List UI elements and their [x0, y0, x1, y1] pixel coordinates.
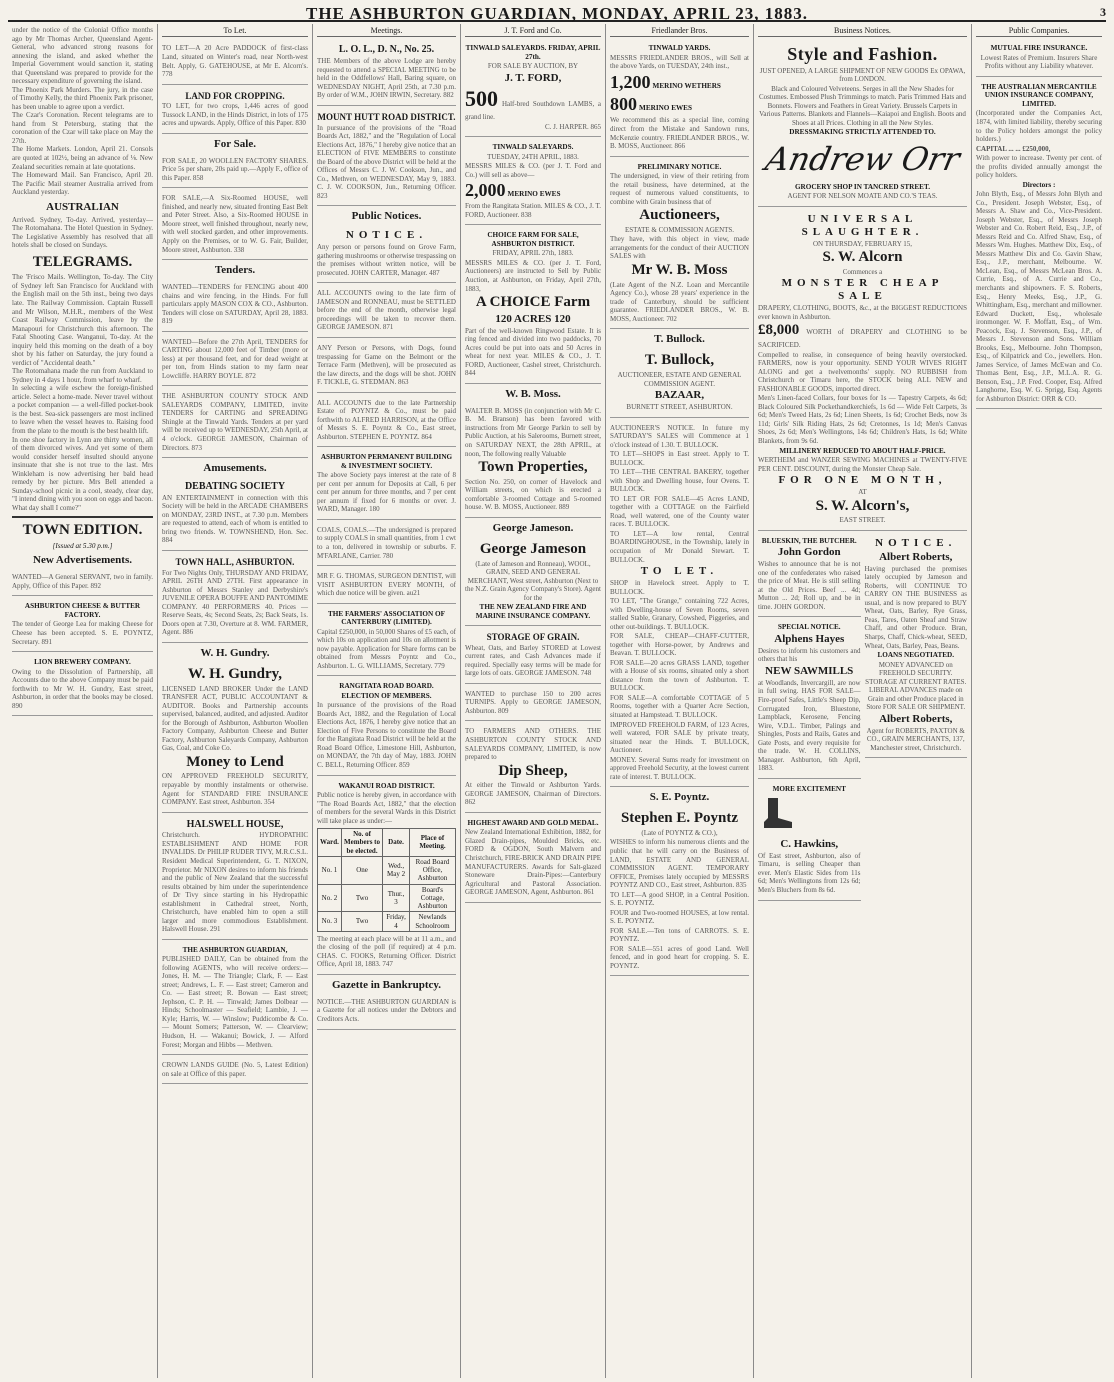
guardian-title: THE ASHBURTON GUARDIAN, — [182, 945, 288, 954]
special-notice: SPECIAL NOTICE. — [777, 623, 841, 632]
public-notices-heading: Public Notices. — [351, 210, 422, 223]
table-cell: Two — [341, 884, 382, 912]
hawkins-ad: MORE EXCITEMENT C. Hawkins, Of East street, Ashburton, also of Timaru, is selling Cheaper than ever. Men's Elastic Sides from 11s 6d; Men's Wellingtons from 12s 6d; Men's Bluchers from 8s 6d. — [758, 781, 861, 901]
page-columns — [8, 24, 1106, 1378]
australian-heading: AUSTRALIAN — [46, 200, 119, 213]
eight-thousand: £8,000 — [758, 322, 800, 339]
qty-500: 500 — [465, 85, 498, 111]
sub-column-right — [865, 533, 968, 903]
hayes-name: Alphens Hayes — [774, 632, 845, 645]
wakanui-header-cell: Ward. — [318, 829, 342, 857]
bazaar: BAZAAR, — [654, 389, 705, 402]
notice-title: NOTICE. — [345, 229, 428, 242]
farmers-assoc-title: THE FARMERS' ASSOCIATION OF CANTERBURY (LIMITED). — [328, 609, 445, 627]
town-hall-ad: TOWN HALL, ASHBURTON. For Two Nights Only, THURSDAY AND FRIDAY, APRIL 26TH AND 27TH. First appearance in Ashburton of Messrs Stanley and Derbyshire's JUVENILE OPERA BOUFFE AND PANTOMIME COMPANY. 40 PERFORMERS 40. Prices — Reserve Seats, 4s; Second Seats, 2s; Back Seats, 1s. Doors open at 7.30, Overture at 8. WM. FARMER, Agent. 886 — [162, 553, 308, 643]
building-society-ad: ASHBURTON PERMANENT BUILDING & INVESTMENT SOCIETY. The above Society pays interest at the rate of 8 per cent per annum for Deposits at Call, 6 per cent per annum for three months, and 7 per cent per annum if fixed for 6 months or over. J. WARD, Manager. 180 — [317, 449, 456, 520]
new-sawmills: NEW SAWMILLS — [765, 664, 854, 677]
telegrams-heading: TELEGRAMS. — [32, 253, 133, 270]
accounts-notice: ALL ACCOUNTS owing to the late firm of JAMESON and RONNEAU, must be SETTLED before the end of the month, otherwise legal proceedings will be taken to recover them. GEORGE JAMESON. 871 — [317, 285, 456, 338]
debating-ad: DEBATING SOCIETY AN ENTERTAINMENT in connection with this Society will be held in the ARCADE CHAMBERS on MONDAY, 23RD INST., at 7.30 p.m. Members are requested to attend, each of whom is entitled to bring two friends. W. TOWNSHEND, Hon. Sec. 884 — [162, 477, 308, 551]
wakanui-title: WAKANUI ROAD DISTRICT. — [338, 781, 435, 790]
column-7 — [972, 24, 1106, 1378]
table-cell: Wed., May 2 — [383, 856, 410, 884]
column-7-header: Public Companies. — [976, 26, 1102, 37]
table-cell: Board's Cottage, Ashburton — [409, 884, 455, 912]
gazette-heading: Gazette in Bankruptcy. — [331, 978, 442, 991]
poyntz-heading: S. E. Poyntz. — [649, 791, 710, 804]
lion-brewery-title: LION BREWERY COMPANY. — [34, 658, 131, 667]
newspaper-title: THE ASHBURTON GUARDIAN, MONDAY, APRIL 23, 1883. — [305, 4, 808, 23]
for-sale-heading: For Sale. — [214, 137, 256, 150]
gundry-ad: W. H. Gundry, LICENSED LAND BROKER Under the LAND TRANSFER ACT, PUBLIC ACCOUNTANT & AUDITOR. Books and Partnership accounts supervised, balanced, audited, and adjusted. Auditor for the Borough of Ashburton, Ashburton Woollen Factory Company, Ashburton Cheese and Butter Factory, Ashburton Saleyards Company, Ashburton Gas, Coal, and Coke Co. Money to Lend ON APPROVED FREEHOLD SECURITY, repayable by monthly instalments or otherwise. Agent for STANDARD FIRE INSURANCE COMPANY. East street, Ashburton. 354 — [162, 662, 308, 813]
choice-farm: A CHOICE Farm — [475, 294, 591, 311]
roberts-ad: NOTICE. Albert Roberts, Having purchased the premises lately occupied by Jameson and Roberts, will CONTINUE TO CARRY ON THE BUSINESS as usual, and is now prepared to BUY Wheat, Oats, Barley, Rye Grass, Peas, Tares, Oaten Sheaf and Straw Chaff, and other Produce. Bran, Sharps, Chaff, Chick-wheat, SEED, Wheat, Oats, Barley, Peas, Beans. LOANS NEGOTIATED. MONEY ADVANCED on FREEHOLD SECURITY. STORAGE AT CURRENT RATES. LIBERAL ADVANCES made on Grain and other Produce placed in Store FOR SALE OR SHIPMENT. Albert Roberts, Agent for ROBERTS, PAXTON & CO., GRAIN MERCHANTS, 137, Manchester street, Christchurch. — [865, 533, 968, 758]
sub-column-left — [758, 533, 861, 903]
highest-award: HIGHEST AWARD AND GOLD MEDAL. — [467, 818, 599, 827]
table-row — [318, 884, 456, 912]
lion-brewery-ad: LION BREWERY COMPANY. Owing to the Dissolution of Partnership, all Accounts due to the above Company must be paid forthwith to Mr W. H. Gundry, East street, Ashburton, in order that the books may be closed. 890 — [12, 654, 153, 716]
hayes-ad: SPECIAL NOTICE. Alphens Hayes Desires to inform his customers and others that his NEW SAWMILLS at Woodlands, Invercargill, are now in full swing. HAS FOR SALE—Fire-proof Safes, Little's Sheep Dip, Corrugated Iron, Bluestone, Lampblack, Kerosene, Fencing Wire, V.D.L. Timber, Palings and Shingles, Posts and Rails, Gates and Gate Posts, and every requisite for the trade. W. H. COLLINS, Manager. Ashburton, 6th April, 1883. — [758, 619, 861, 778]
tinwald-saleyards-4: TINWALD SALEYARDS. — [492, 143, 574, 152]
table-cell: No. 3 — [318, 912, 342, 932]
paddock-ad: TO LET—A 20 Acre PADDOCK of first-class Land, situated on Winter's road, near North-west Belt. Apply, G. GATEHOUSE, at Mr E. Alcorn's. 778 — [162, 40, 308, 84]
page-number: 3 — [1100, 5, 1106, 19]
masthead — [8, 4, 1106, 22]
alcorn-corner: S. W. Alcorn's, — [815, 497, 910, 514]
coals-ad: COALS, COALS.—The undersigned is prepared to supply COALS in small quantities, from 1 cwt to a ton, delivered in township or suburbs. F. M'FARLANE, Carrier. 780 — [317, 522, 456, 566]
bluesklin-title: BLUESKIN, THE BUTCHER. — [761, 536, 857, 545]
column-1: under the notice of the Colonial Office months ago by Mr Thomas Archer, Queensland Agent-General, who advanced strong reasons for annexing the island, and asked whether the Imperial Government would sanction it, stating that Queensland was prepared to provide for the necessary expenditure of governing the island. The Phoenix Park Murders. The jury, in the case of Timothy Kelly, the third Phoenix Park prisoner, has been unable to agree upon a verdict. The Czar's Coronation. Recent telegrams are to hand from St Petersburg, stating that the coronation of the Czar will take place on May the 27th. The Home Markets. London, April 21. Consols are quoted at 102½, being an advance of ⅛. New Zealand securities remain at late quotations. The Homeward Mail. San Francisco, April 20. The Pacific Mail steamer Australia arrived from Auckland yesterday. AUSTRALIAN Arrived. Sydney, To-day. Arrived, yesterday—The Rotomahana. The Hotel Question in Sydney. The Legislative Assembly has resolved that all hotels shall be closed on Sundays. TELEGRAMS. The 'Frisco Mails. Wellington, To-day. The City of Sydney left San Francisco for Auckland with the English mail on the 5th inst., being two days late. The Railway Commission. Captain Russell and Mr Wilson, M.H.R., members of the West Coast Railway Commission, leave by the Manapouri for Christchurch this afternoon. The Fatal Shooting Case. Wanganui, To-day. At the inquiry held this morning on the death of a boy shot by his father on Saturday, the jury found a verdict of "Accidental death." The Rotomahana made the run from Auckland to Sydney in 4 days 1 hour, from wharf to wharf. In selecting a wife eschew the foreign-finished article. Select a home-made. Never travel without a pocket companion — a well-filled pocket-book is the best. Sea-sick passengers are most inclined to leave when the vessel heaves to. Raising food from the plate to the mouth is the best health lift. In one shoe factory in Lynn are thirty women, all of them divorced wives. And yet some of them would consider herself insulted should anyone insinuate that she is not true to the last. Mrs Winkleham is now advertising her bald head remedy by her picture. Mrs Bell attended a Sunday-school picnic in a cool, steady, clear day, "I intend dining with you soon on eggs and bacon. What day shall I come?" TOWN EDITION. [Issued at 5.30 p.m.] New Advertisements. WANTED—A General SERVANT, two in family. Apply, Office of this Paper. 892 ASHBURTON CHEESE & BUTTER FACTORY. The tender of George Lea for making Cheese for Cheese has been accepted. S. E. POYNTZ, Secretary. 891 LION BREWERY COMPANY. Owing to the Dissolution of Partnership, all Accounts due to the above Company must be paid forthwith to Mr W. H. Gundry, East street, Ashburton, in order that the books may be closed. 890 — [8, 24, 158, 1378]
for-one-month: FOR ONE MONTH, — [778, 474, 947, 487]
wakanui-header-cell: No. of Members to be elected. — [341, 829, 382, 857]
trespass-notice: NOTICE. Any person or persons found on Grove Farm, gathering mushrooms or otherwise trespassing on the premises without written notice, will be prosecuted. JOHN CARTER, Manager. 487 — [317, 225, 456, 283]
farmers-assoc-ad: THE FARMERS' ASSOCIATION OF CANTERBURY (LIMITED). Capital £250,000, in 50,000 Shares of £5 each, of which 10s on application and 10s on allotment is now payable. Application for Share forms can be obtained from Messrs Poyntz and Co., Ashburton. L. G. WILLIAMS, Secretary. 779 — [317, 606, 456, 677]
gordon-name: John Gordon — [777, 546, 841, 559]
ford-lambs-ad: TINWALD SALEYARDS. FRIDAY, APRIL 27th. FOR SALE BY AUCTION, BY J. T. FORD, 500 Half-bred Southdown LAMBS, a grand line. C. J. HARPER. 865 — [465, 40, 601, 137]
gundry-name: W. H. Gundry, — [187, 665, 283, 682]
cheese-factory-ad: ASHBURTON CHEESE & BUTTER FACTORY. The tender of George Lea for making Cheese for Cheese has been accepted. S. E. POYNTZ, Secretary. 891 — [12, 598, 153, 652]
acres-120: 120 ACRES 120 — [495, 312, 571, 325]
jameson-ad: George Jameson (Late of Jameson and Ronneau), WOOL, GRAIN, SEED AND GENERAL MERCHANT, West street, Ashburton (Next to the N.Z. Grain Agency Company's Store). Agent for the THE NEW ZEALAND FIRE AND MARINE INSURANCE COMPANY. — [465, 537, 601, 626]
qty-800: 800 — [610, 94, 637, 115]
column-3-header: Meetings. — [317, 26, 456, 37]
mr-moss: Mr W. B. Moss — [631, 262, 728, 278]
friedlander-sale-ad: TINWALD YARDS. MESSRS FRIEDLANDER BROS., will Sell at the above Yards, on TUESDAY, 24th inst., 1,200 MERINO WETHERS 800 MERINO EWES We recommend this as a special line, coming direct from the Mistake and Sandown runs, McKenzie country. FRIEDLANDER BROS., W. B. MOSS, Auctioneer. 866 — [610, 40, 749, 156]
column-2-header: To Let. — [162, 26, 308, 37]
amusements-heading: Amusements. — [203, 462, 267, 475]
auctioneers: Auctioneers, — [639, 207, 720, 224]
more-excitement: MORE EXCITEMENT — [772, 784, 846, 793]
poyntz-name: Stephen E. Poyntz — [620, 810, 739, 827]
column-4 — [461, 24, 606, 1378]
alcorn-name: S. W. Alcorn — [822, 249, 903, 266]
signature-graphic: Andrew Orr — [762, 139, 964, 178]
column-6-header: Business Notices. — [758, 26, 967, 37]
to-let-title: TO LET. — [640, 565, 719, 578]
town-properties-ad: WALTER B. MOSS (in conjunction with Mr C. B. M. Branson) has been favored with instructions from Mr George Parkin to sell by Public Auction, at his Salerooms, Burnett street, on SATURDAY NEXT, the 28th APRIL, at noon, The following really Valuable Town Properties, Section No. 250, on corner of Havelock and William streets, on which is erected a comfortable 3-roomed Cottage and 5-roomed house. W. B. MOSS, Auctioneer. 889 — [465, 403, 601, 518]
table-cell: Newlands Schoolroom — [409, 912, 455, 932]
column-6 — [754, 24, 972, 1378]
money-to-lend: Money to Lend — [186, 753, 284, 770]
rangitata-title: RANGITATA ROAD BOARD. — [339, 682, 434, 691]
style-fashion-ad: Style and Fashion. JUST OPENED, A LARGE SHIPMENT OF NEW GOODS Ex OPAWA, from LONDON. Black and Coloured Velveteens. Serges in all the New Shades for Costumes. Embossed Plush Trimmings to match. Paris Trimmed Hats and Bonnets. Flowers and Feathers in Great Variety. Brussels Carpets in Various Patterns. Blankets and Flannels—Kaiapoi and English. Boots and Shoes at all Prices. Clothing in all the New Styles. DRESSMAKING STRICTLY ATTENDED TO. Andrew Orr GROCERY SHOP IN TANCRED STREET. AGENT FOR NELSON MOATE AND CO.'S TEAS. — [758, 40, 967, 206]
table-row — [318, 856, 456, 884]
shooting-notice: ANY Person or Persons, with Dogs, found trespassing for Game on the Belmont or the Terrace Farm (Methven), will be prosecuted as the law directs, and the dogs will be shot. JOHN F. TICKLE, G. STEDMAN. 863 — [317, 340, 456, 393]
qty-1200: 1,200 — [610, 71, 651, 92]
bullock-lets-ad: AUCTIONEER'S NOTICE. In future my SATURDAY'S SALES will Commence at 1 o'clock instead of 1.30. T. BULLOCK. TO LET—SHOPS in East street. Apply to T. BULLOCK. TO LET—THE CENTRAL BAKERY, together with Shop and Dwelling house, four Ovens. T. BULLOCK. TO LET OR FOR SALE—45 Acres LAND, together with a COTTAGE on the Fairfield Road, well watered, one of the County water races. T. BULLOCK. TO LET—A low rental, Central BOARDINGHOUSE, in the Township, lately in occupation of Mr Donald Stewart. T. BULLOCK. TO LET. SHOP in Havelock street. Apply to T. BULLOCK. TO LET, "The Grange," containing 722 Acres, with Dwelling-house of Seven Rooms, seven stalled Stable, Granary, Cowshed, Piggeries, and other out-buildings. T. BULLOCK. FOR SALE, CHEAP—CHAFF-CUTTER, together with Horse-power, by Andrews and Beavan. T. BULLOCK. FOR SALE—20 acres GRASS LAND, together with a House of six rooms, situated only a short distance from the town of Ashburton. T. BULLOCK. FOR SALE—A comfortable COTTAGE of 5 Rooms, together with a Quarter Acre Section, situated at Hampstead. T. BULLOCK. IMPROVED FREEHOLD FARM, of 123 Acres, well watered, FOR SALE by private treaty, situated near the Hinds. T. BULLOCK, Auctioneer. MONEY. Several Sums ready for investment on approved Freehold Security, at the lowest current rate of interest. T. BULLOCK. — [610, 420, 749, 788]
town-edition-heading: TOWN EDITION. — [22, 522, 143, 539]
two-sub-columns — [758, 533, 967, 903]
merino-ewes-4: MERINO EWES — [507, 190, 561, 199]
grocery-shop: GROCERY SHOP IN TANCRED STREET. — [794, 182, 931, 191]
crown-lands-ad: CROWN LANDS GUIDE (No. 5, Latest Edition) on sale at Office of this paper. — [162, 1057, 308, 1084]
style-fashion-title: Style and Fashion. — [787, 44, 938, 65]
mercantile-ad: THE AUSTRALIAN MERCANTILE UNION INSURANCE COMPANY, LIMITED. (Incorporated under the Companies Act, 1874, with limited liability, thereby securing to the Policy holders amongst the policy holders.) CAPITAL ... ... £250,000, With power to increase. Twenty per cent. of the profits divided annually amongst the policy holders. Directors : John Blyth, Esq., of Messrs John Blyth and Co., President. Joseph Webster, Esq., of Messrs A. Shaw and Co., Vice-President. Joseph Webster, Esq., of Messrs Joseph Webster and Co. Robert Reid, Esq., J.P., of Messrs Reid and Co. Alfred Shaw, Esq., of Messrs Wm. Hughes. Matthew Dix, Esq., of Messrs Matthew Dix and Co. Gavin Shaw, Esq., J.P., merchant, Melbourne. W. McLean, Esq., of Messrs McLean Bros. A. Currie, Esq., of A. Currie and Co., merchants and shipowners. F. S. Roberts, Esq., Henry Meeks, Esq., J.P., G. Whittingham, Esq., merchant and millowner. Edward Duckett, Esq., wholesale ironmonger. W. F. Moffatt, Esq., of Wm. Peacock, Esq. J. Stevenson, Esq., J.P., of Messrs J. Stevenson and Sons. William Brooks, Esq., Melbourne. John Thompson, Esq., of Kilpatrick and Co., jewellers. Hon. James Service, of James McEwan and Co. Thomas Bent, Esq., J.P., M.L.A. R. G. Benson, Esq., J.P. Fred. Cooper, Esq. Alfred Langhorne, Esq. W. G. Sprigg, Esq. Agents for Ashburton District: ORR & CO. — [976, 79, 1102, 409]
jameson-heading: George Jameson. — [492, 521, 574, 534]
halswell-title: HALSWELL HOUSE, — [186, 818, 284, 830]
house-sale-ad: FOR SALE,—A Six-Roomed HOUSE, well finished, and nearly new, situated fronting East Belt and Peter Street. Also, a Six-Roomed HOUSE in Moore street, well finished throughout, nearly new, with well stocked garden, and other improvements. Apply on the Premises, or to W. G. Fair, Builder, Moore street, Ashburton. 338 — [162, 190, 308, 260]
prelim-title: PRELIMINARY NOTICE. — [637, 162, 722, 171]
miles-ewes-ad: TINWALD SALEYARDS. TUESDAY, 24TH APRIL, 1883. MESSRS MILES & CO. (per J. T. Ford and Co.) will sell as above— 2,000 MERINO EWES From the Rangitata Station. MILES & CO., J. T. FORD, Auctioneer. 838 — [465, 139, 601, 225]
moss-heading: W. B. Moss. — [505, 387, 561, 400]
column-5 — [606, 24, 754, 1378]
poyntz-estate-notice: ALL ACCOUNTS due to the late Partnership Estate of POYNTZ & Co., must be paid forthwith to ALFRED HARRISON, at the Office of Messrs S. E. Poyntz & Co., East street, Ashburton. STEPHEN E. POYNTZ. 864 — [317, 395, 456, 448]
bullock-name: T. Bullock, — [644, 352, 715, 369]
surgeon-dentist-ad: MR F. G. THOMAS, SURGEON DENTIST, will VISIT ASHBURTON EVERY MONTH, of which due notice will be given. au21 — [317, 568, 456, 604]
cropping-ad: LAND FOR CROPPING. TO LET, for two crops, 1,446 acres of good Tussock LAND, in the Hinds District, in lots of 175 acres and upwards. Apply, Office of this Paper. 830 — [162, 87, 308, 134]
choice-farm-ad: CHOICE FARM FOR SALE, ASHBURTON DISTRICT. FRIDAY, APRIL 27th, 1883. MESSRS MILES & CO. (per J. T. Ford, Auctioneers) are instructed to Sell by Public Auction, at Ashburton, on Friday, April 27th, 1883, A CHOICE Farm 120 ACRES 120 Part of the well-known Ringwood Estate. It is ring fenced and divided into two paddocks, 70 Acres could be put into oats and 50 Acres in wheat for next year. MILES & CO., J. T. FORD, Auctioneer, Cashel street, Christchurch. 844 — [465, 227, 601, 383]
table-cell: One — [341, 856, 382, 884]
mercantile-title: THE AUSTRALIAN MERCANTILE UNION INSURANCE COMPANY, LIMITED. — [981, 82, 1097, 108]
guardian-agents-ad: THE ASHBURTON GUARDIAN, PUBLISHED DAILY, Can be obtained from the following AGENTS, who will receive orders:— Jones, H. M. — The Triangle; Clark, F. — East street; Andrews, L. F. — East street; Cameron and Co. — East street; R. Bowan — East street; Jephson, C. P. H. — Tinwald; James Dolbear — Hinds; Schoolmaster — Seafield; Lambie, J. — Kyle; Harris, W. — Winslow; Puddicombe & Co. — Mount Somers; Patterson, W. — Clearview; Hudson, H. — Wakanui; Bowick, J. — Alford Forest; Morgan and Hibbs — Methven. — [162, 942, 308, 1055]
bullock-ad: T. Bullock, AUCTIONEER, ESTATE AND GENERAL COMMISSION AGENT. BAZAAR, BURNETT STREET, ASHBURTON. — [610, 348, 749, 417]
bullock-heading: T. Bullock. — [654, 333, 705, 346]
cheese-factory-title: ASHBURTON CHEESE & BUTTER FACTORY. — [24, 602, 141, 619]
table-cell: Two — [341, 912, 382, 932]
capital: CAPITAL ... ... £250,000, — [976, 144, 1051, 153]
table-cell: Friday, 4 — [383, 912, 410, 932]
storage-title: STORAGE OF GRAIN. — [486, 632, 580, 643]
column-4-header: J. T. Ford and Co. — [465, 26, 601, 37]
tea-agent: AGENT FOR NELSON MOATE AND CO.'S TEAS. — [787, 192, 938, 201]
new-advertisements-heading: New Advertisements. — [33, 554, 132, 567]
alcorn-sale-ad: UNIVERSAL SLAUGHTER. ON THURSDAY, FEBRUARY 15, S. W. Alcorn Commences a MONSTER CHEAP SALE DRAPERY, CLOTHING, BOOTS, &c., at the BIGGEST REDUCTIONS ever known in Ashburton. £8,000 WORTH of DRAPERY and CLOTHING to be SACRIFICED. Compelled to realise, in consequence of being heavily overstocked. FARMERS, now is your opportunity. SEND YOUR WIVES RIGHT ALONG and get a twelvemonths' supply. NO RUBBISH from Christchurch or Timaru here, the STOCK being ALL NEW and FASHIONABLE GOODS, imported direct. Men's Linen-faced Collars, four boxes for 1s — Tapestry Carpets, 4s 6d; Black Coloured Silk Pockethandkerchiefs, 1s 6d — Wide Felt Carpets, 3s 6d; Men's Tweed Hats, 2s 6d; Linen Sheets, 1s 6d; Crochet Beds, now 3s 11d; Girls' Silk Riding Hats, 2s 6d; Cretonnes, 1s 1d; Men's Canvas Shoes, 2s 6d; Men's Wellingtons, 14s 6d; Children's Hats, 1s 6d; White Blankets, from 9s 6d. MILLINERY REDUCED TO ABOUT HALF-PRICE. WERTHEIM and WANZER SEWING MACHINES at TWENTY-FIVE PER CENT. DISCOUNT, during the Monster Cheap Sale. FOR ONE MONTH, AT S. W. Alcorn's, EAST STREET. — [758, 209, 967, 531]
dip-sheep: Dip Sheep, — [498, 762, 568, 779]
table-cell: No. 1 — [318, 856, 342, 884]
directors-heading: Directors : — [1022, 180, 1056, 189]
fencing-tender-ad: WANTED—TENDERS for FENCING about 400 chains and wire fencing, in the Hinds. For full particulars apply MASON COX & CO., Ashburton. Tenders will close on SATURDAY, April 28, 1883. 819 — [162, 279, 308, 332]
storage-ad: STORAGE OF GRAIN. Wheat, Oats, and Barley STORED at Lowest current rates, and Cash Advances made if required. Specially easy terms will be made for large lots of oats. GEORGE JAMESON. 748 — [465, 628, 601, 684]
wakanui-header-cell: Date. — [383, 829, 410, 857]
shares-ad: FOR SALE, 20 WOOLLEN FACTORY SHARES. Price 5s per share, 20s paid up.—Apply F., office of this Paper. 858 — [162, 153, 308, 189]
servant-wanted-ad: WANTED—A General SERVANT, two in family. Apply, Office of this Paper. 892 — [12, 569, 153, 596]
roberts-notice: NOTICE. — [875, 536, 957, 549]
universal-slaughter: UNIVERSAL SLAUGHTER. — [801, 212, 924, 238]
loans-negotiated: LOANS NEGOTIATED. — [877, 651, 955, 660]
ford-name: J. T. FORD, — [504, 71, 562, 84]
roberts-name: Albert Roberts, — [879, 550, 953, 563]
table-cell: No. 2 — [318, 884, 342, 912]
saleyards-tender-ad: THE ASHBURTON COUNTY STOCK AND SALEYARDS COMPANY, LIMITED, invite TENDERS for CARTING and SPREADING Shingle at the Tinwald Yards. Tenders at per yard will be received up to WEDNESDAY, 25th April, at 4 o'clock. GEORGE JAMESON, Chairman of Directors. 873 — [162, 388, 308, 458]
mutual-fire-ad: MUTUAL FIRE INSURANCE. Lowest Rates of Premium. Insurers Share Profits without any Liability whatever. — [976, 40, 1102, 77]
butcher-ad: BLUESKIN, THE BUTCHER. John Gordon Wishes to announce that he is not one of the confederates who raised the price of Meat. He is still selling at the Old Prices. Beef ... 4d; Mutton ... 2d; Roll up, and be in time. JOHN GORDON. — [758, 533, 861, 618]
halswell-ad: HALSWELL HOUSE, Christchurch. HYDROPATHIC ESTABLISHMENT AND HOME FOR INVALIDS. Dr PHILIP RUDER TIVY, M.R.C.S.L. Resident Medical Superintendent, G. T. NIXON, Proprietor. Mr NIXON desires to inform his friends and the public of New Zealand that the successful results obtained by him under the superintendence of Dr Tivy since starting in his Hydropathic establishment in Cathedral street, North, Christchurch, have enabled him to open a still larger and more commodious Establishment. Halswell House. 291 — [162, 815, 308, 940]
gundry-heading: W. H. Gundry. — [200, 646, 270, 659]
qty-2000: 2,000 — [465, 180, 506, 201]
turnips-ad: WANTED to purchase 150 to 200 acres TURNIPS. Apply to GEORGE JAMESON, Ashburton. 809 — [465, 686, 601, 722]
merino-ewes-5: MERINO EWES — [639, 104, 692, 113]
lodge-ad: L. O. L., D. N., No. 25. THE Members of the above Lodge are hereby requested to attend a SPECIAL MEETING to be held in the Oddfellows' Hall, Baring square, on WEDNESDAY NIGHT, April 25th, at 7.30 p.m. By order of W.M., JOHN IRWIN, Secretary. 882 — [317, 40, 456, 105]
wakanui-ad: WAKANUI ROAD DISTRICT. Public notice is hereby given, in accordance with "The Road Boards Act, 1882," that the election of members for the several Wards in this District will take place as under:— Ward. No. of Members to be elected. Date. Place of Meeting. No. 1 One Wed., May 2 Road Board Office, Ashburton No. 2 Two Thur., 3 Board's Cottage, Ashburton No. 3 Two Friday, 4 Newlands Schoolroom The meeting at each place will be at 11 a.m., and the closing of the poll (if required) at 4 p.m. CHAS. C. FOOKS, Returning Officer. District Office, April 18, 1883. 747 — [317, 778, 456, 975]
table-cell: Thur., 3 — [383, 884, 410, 912]
hawkins-name: C. Hawkins, — [780, 837, 839, 850]
tenders-heading: Tenders. — [214, 264, 256, 277]
town-properties: Town Properties, — [478, 459, 588, 476]
rangitata-ad: RANGITATA ROAD BOARD. ELECTION OF MEMBERS. In pursuance of the provisions of the Road Boards Act, 1882, and the Regulation of Local Elections Act, 1876, I hereby give notice that an Election of Five Persons to constitute the Board for the Rangitata Road District will be held at the Road Board Office, Limestone Hill, Ashburton, on MONDAY, the 7th day of May, 1883. JOHN C. BELL, Returning Officer. 859 — [317, 678, 456, 775]
merino-wethers: MERINO WETHERS — [652, 81, 721, 90]
column-2 — [158, 24, 313, 1378]
mutual-fire-title: MUTUAL FIRE INSURANCE. — [990, 44, 1088, 53]
preliminary-notice: PRELIMINARY NOTICE. The undersigned, in view of their retiring from the retail business, have determined, at the request of numerous valued constituents, to combine with Grain business that of Auctioneers, ESTATE & COMMISSION AGENTS. They have, with this object in view, made arrangements for the conduct of their AUCTION SALES with Mr W. B. Moss (Late Agent of the N.Z. Loan and Mercantile Agency Co.), whose 28 years' experience in the trade of Canterbury, should be sufficient guarantee. FRIEDLANDER BROS., W. B. MOSS, Auctioneer. 702 — [610, 159, 749, 330]
poyntz-ad: Stephen E. Poyntz (Late of POYNTZ & CO.), WISHES to inform his numerous clients and the public that he will carry on the Business of LAND, ESTATE AND GENERAL COMMISSION AGENT. TEMPORARY OFFICE, Premises lately occupied by MESSRS POYNTZ AND CO., East street, Ashburton. 835 TO LET—A good SHOP, in a Central Position. S. E. POYNTZ. FOUR and Two-roomed HOUSES, at low rental. S. E. POYNTZ. FOR SALE.—Ten tons of CARROTS. S. E. POYNTZ. FOR SALE—551 acres of good Land. Well fenced, and in good heart for cropping. S. E. POYNTZ. — [610, 806, 749, 976]
jameson-name: George Jameson — [479, 540, 587, 557]
table-row — [318, 912, 456, 932]
nz-insurance: THE NEW ZEALAND FIRE AND MARINE INSURANCE COMPANY. — [475, 603, 591, 620]
boot-icon — [758, 794, 798, 834]
wakanui-election-table — [317, 828, 456, 932]
column-3 — [313, 24, 461, 1378]
gazette-notice: NOTICE.—THE ASHBURTON GUARDIAN is a Gazette for all notices under the Debtors and Creditors Acts. — [317, 994, 456, 1030]
dip-sheep-ad: TO FARMERS AND OTHERS. THE ASHBURTON COUNTY STOCK AND SALEYARDS COMPANY, LIMITED, is now prepared to Dip Sheep, At either the Tinwald or Ashburton Yards. GEORGE JAMESON, Chairman of Directors. 862 — [465, 723, 601, 812]
carting-tender-ad: WANTED—Before the 27th April, TENDERS for CARTING about 12,000 feet of Timber (more or less) at per thousand feet, and for dead weight at per ton, from Hinds station to my farm near Lowcliffe. HARRY BOYLE. 872 — [162, 334, 308, 387]
table-cell: Road Board Office, Ashburton — [409, 856, 455, 884]
tinwald-yards: TINWALD YARDS. — [648, 44, 711, 53]
issued-time: [Issued at 5.30 p.m.] — [52, 541, 113, 550]
mount-hutt-ad: MOUNT HUTT ROAD DISTRICT. In pursuance of the provisions of the "Road Boards Act, 1882," and the "Regulation of Local Elections Act, 1876," I hereby give notice that an ELECTION of FIVE MEMBERS to constitute the Board of the above District will be held at the Offices of Messrs C. J. W. Cookson, Jun., and Co., Methven, on WEDNESDAY, May 9, 1883. C. J. W. COOKSON, Jun., Returning Officer. 823 — [317, 108, 456, 206]
monster-sale: MONSTER CHEAP SALE — [781, 277, 944, 303]
roberts-name-2: Albert Roberts, — [879, 712, 953, 725]
wakanui-header-cell: Place of Meeting. — [409, 829, 455, 857]
gordon-goodwin-ad: HIGHEST AWARD AND GOLD MEDAL. New Zealand International Exhibition, 1882, for Glazed Drain-pipes, Moulded Bricks, etc. FORD & OGDON, South Malvern and Christchurch, FIRE-BRICK AND DRAIN PIPE MANUFACTURERS. Awards for Salt-glazed Stoneware Drain-Pipes:—Canterbury Agricultural and Pastoral Association. GEORGE JAMESON, Agent, Ashburton. 861 — [465, 815, 601, 903]
debating-title: DEBATING SOCIETY — [184, 481, 286, 493]
column-5-header: Friedlander Bros. — [610, 26, 749, 37]
